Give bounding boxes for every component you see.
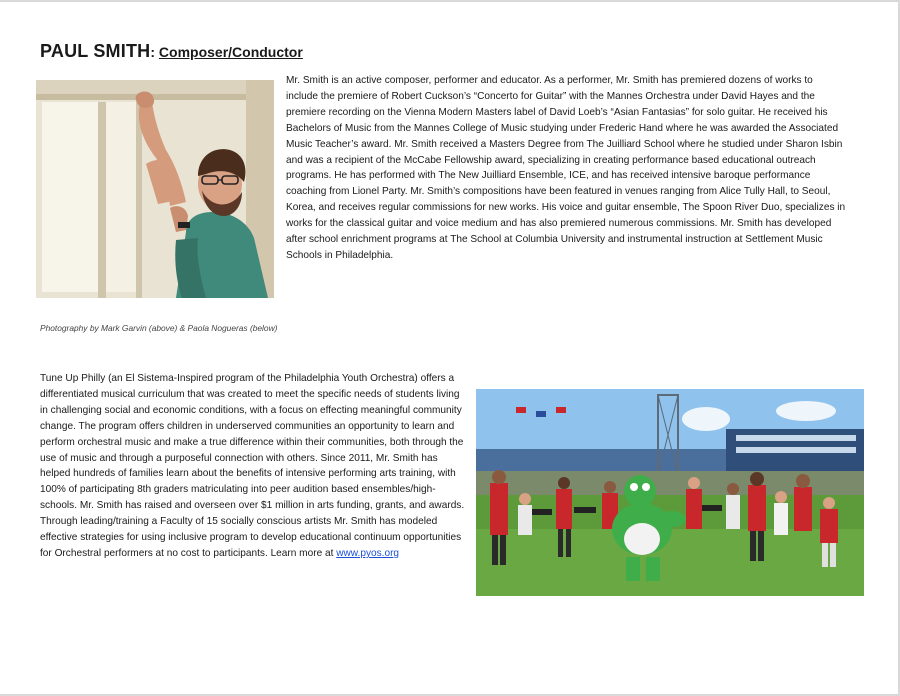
title-separator: : bbox=[150, 44, 159, 60]
page-title bbox=[40, 40, 303, 63]
person-role: Composer/Conductor bbox=[158, 44, 303, 60]
program-text: Tune Up Philly (an El Sistema-Inspired program of the Philadelphia Youth Orchestra) offers a differentiated musical curriculum that was created to meet the specific needs of students living in challenging social and economic conditions, with a focus on effecting meaningful community change. The program offers children in underserved communities an opportunity to learn and perform orchestral music and make a true difference within their communities, both through the use of music and through a purposeful connection with others. Since 2011, Mr. Smith has helped hundreds of families learn about the benefits of intensive performing arts training, with 100% of participating 8th graders matriculating into peer audition based ensembles/high-schools. Mr. Smith has raised and overseen over $1 million in arts funding, grants, and awards. Through leading/training a Faculty of 15 socially conscious artists Mr. Smith has modeled effective strategies for using inclusive program to develop educational continuum opportunities for Orchestral performers at no cost to participants. Learn more at bbox=[40, 373, 465, 559]
top-border bbox=[0, 0, 900, 2]
person-name: PAUL SMITH bbox=[40, 41, 151, 61]
bio-paragraph: Mr. Smith is an active composer, performer and educator. As a performer, Mr. Smith has premiered dozens of works to include the premiere of Robert Cuckson’s “Concerto for Guitar” with the Mannes Orchestra under David Hayes and the premiere recording on the Vienna Modern Masters label of David Loeb’s “Asian Fantasias” for solo guitar. He received his Bachelors of Music from the Mannes College of Music studying under Frederic Hand where he was awarded the Associated Music Teacher’s award. Mr. Smith received a Masters Degree from The Juilliard School where he studied under Sharon Isbin and was a recipient of the McCabe Fellowship award, specializing in creating performance based educational outreach programs. He has performed with The New Juilliard Ensemble, ICE, and has received intensive baroque performance coaching from Lionel Party. Mr. Smith’s compositions have been featured in venues ranging from Alice Tully Hall, to Seoul, Korea, and receives regular commissions for new works. His voice and guitar ensemble, The Spoon River Duo, specializes in works for the classical guitar and voice medium and has also premiered numerous commissions. Mr. Smith has developed after school enrichment programs at The School at Columbia University and instrumental instruction at Settlement Music Schools in Philadelphia. bbox=[286, 75, 846, 261]
photo-credit: Photography by Mark Garvin (above) & Paola Nogueras (below) bbox=[40, 323, 278, 333]
program-paragraph bbox=[40, 371, 468, 562]
conductor-photo bbox=[36, 80, 274, 298]
tune-up-philly-photo bbox=[476, 389, 864, 596]
pyos-link[interactable]: www.pyos.org bbox=[336, 547, 400, 559]
